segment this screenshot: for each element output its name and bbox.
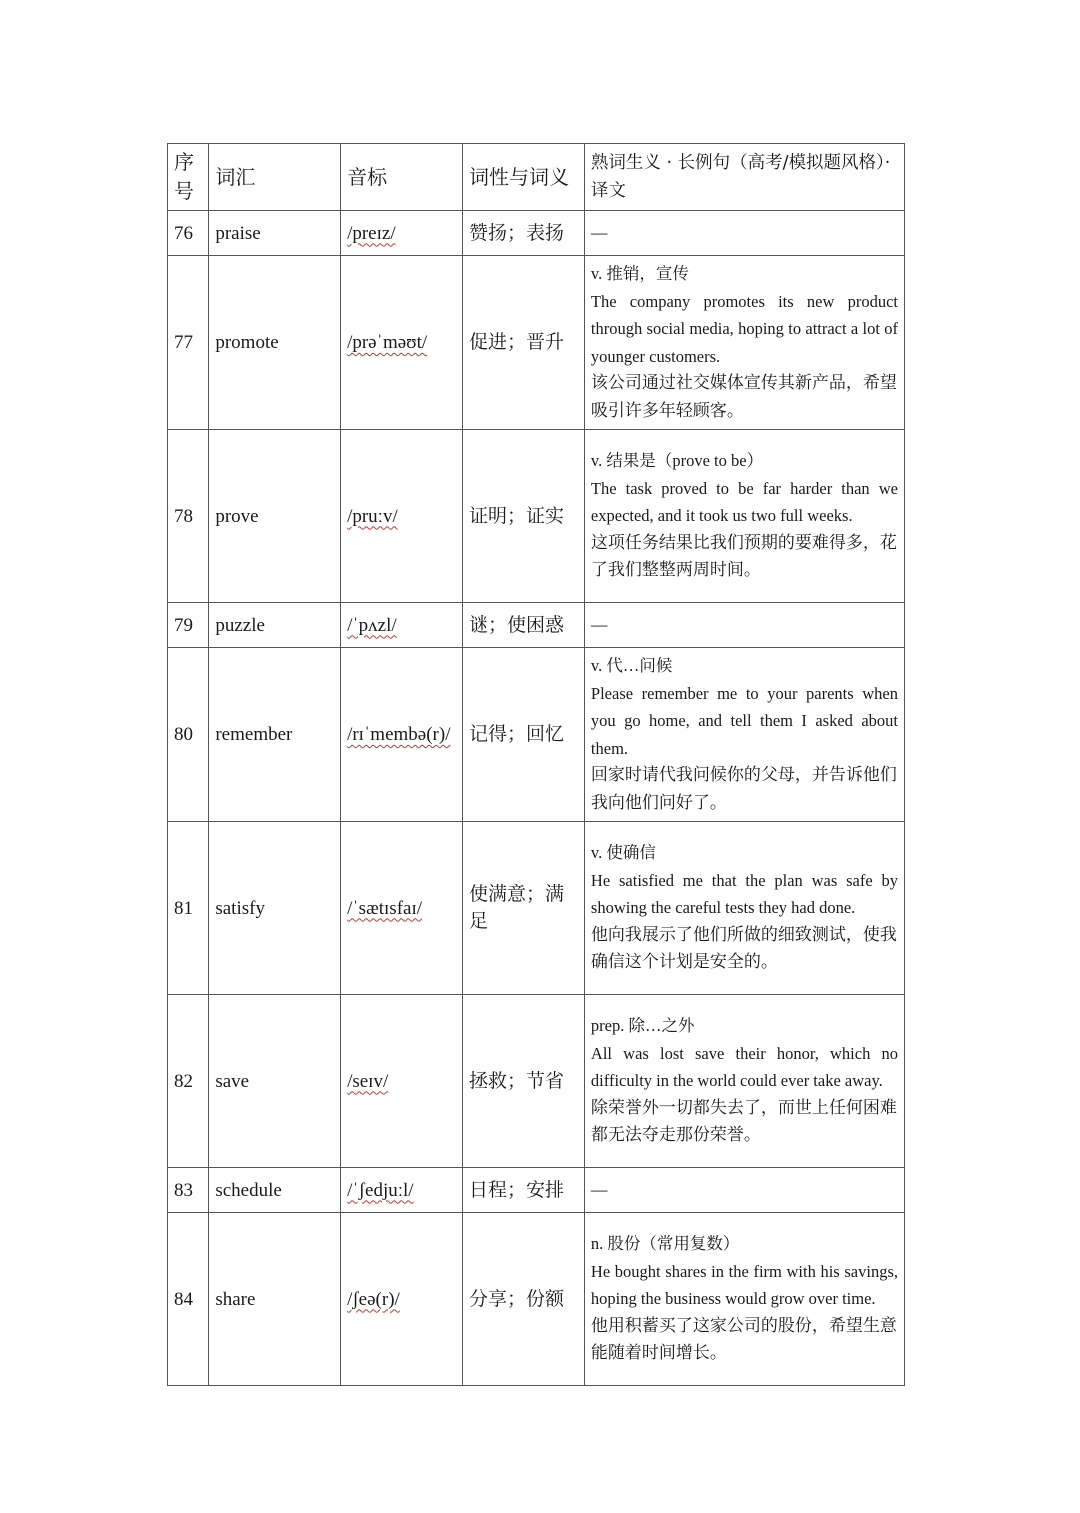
phonetic-text: /ˈpʌzl/ <box>347 614 397 636</box>
row-meaning: 分享；份额 <box>463 1213 585 1386</box>
phonetic-text: /rɪˈmembə(r)/ <box>347 724 451 745</box>
row-word: remember <box>209 648 341 822</box>
row-example: He satisfied me that the plan was safe by showing the careful tests they had done. <box>590 870 898 918</box>
phonetic-text: /pruːv/ <box>347 505 398 527</box>
row-number: 81 <box>168 822 209 995</box>
table-header-row <box>168 144 905 211</box>
row-translation: 回家时请代我问候你的父母，并告诉他们我向他们问好了。 <box>590 765 897 813</box>
row-phonetic <box>341 995 463 1168</box>
row-sense: prep. 除…之外 <box>590 1016 695 1036</box>
row-meaning: 谜；使困惑 <box>463 603 585 648</box>
row-translation: 除荣誉外一切都失去了，而世上任何困难都无法夺走那份荣誉。 <box>590 1097 897 1146</box>
phonetic-text: /preɪz/ <box>347 222 396 244</box>
row-word: praise <box>209 211 341 256</box>
row-translation: 该公司通过社交媒体宣传其新产品，希望吸引许多年轻顾客。 <box>590 373 897 421</box>
row-phonetic <box>341 603 463 648</box>
header-index: 序号 <box>168 144 209 211</box>
row-extra <box>584 211 904 256</box>
row-word: promote <box>209 256 341 430</box>
row-phonetic <box>341 648 463 822</box>
row-sense: v. 推销，宣传 <box>590 264 689 283</box>
row-phonetic <box>341 822 463 995</box>
header-pos-meaning: 词性与词义 <box>463 144 585 211</box>
header-phonetic: 音标 <box>341 144 463 211</box>
row-extra <box>584 603 904 648</box>
row-word: prove <box>209 430 341 603</box>
row-translation: 他向我展示了他们所做的细致测试，使我确信这个计划是安全的。 <box>590 924 897 973</box>
row-word: save <box>209 995 341 1168</box>
row-number: 84 <box>168 1213 209 1386</box>
table-row <box>168 1213 905 1386</box>
row-meaning: 使满意；满足 <box>463 822 585 995</box>
table-row <box>168 648 905 822</box>
row-phonetic <box>341 1213 463 1386</box>
row-phonetic <box>341 1168 463 1213</box>
row-example: The company promotes its new product through social media, hoping to attract a lot of younger customers. <box>590 291 898 366</box>
header-word: 词汇 <box>209 144 341 211</box>
table-row <box>168 603 905 648</box>
row-sense: v. 结果是（prove to be） <box>590 451 764 471</box>
table-row <box>168 822 905 995</box>
row-extra <box>584 430 904 603</box>
row-sense: — <box>590 1180 608 1200</box>
row-number: 79 <box>168 603 209 648</box>
row-sense: — <box>590 615 608 635</box>
row-extra <box>584 1213 904 1386</box>
row-phonetic <box>341 256 463 430</box>
row-meaning: 证明；证实 <box>463 430 585 603</box>
row-meaning: 拯救；节省 <box>463 995 585 1168</box>
row-extra <box>584 256 904 430</box>
row-phonetic <box>341 211 463 256</box>
row-number: 83 <box>168 1168 209 1213</box>
row-word: satisfy <box>209 822 341 995</box>
phonetic-text: /ˈʃedjuːl/ <box>347 1179 414 1201</box>
phonetic-text: /prəˈməʊt/ <box>347 332 428 353</box>
row-extra <box>584 1168 904 1213</box>
table-row <box>168 1168 905 1213</box>
table-row <box>168 995 905 1168</box>
phonetic-text: /ˈsætɪsfaɪ/ <box>347 897 423 919</box>
row-example: All was lost save their honor, which no difficulty in the world could ever take away. <box>590 1043 898 1091</box>
row-word: schedule <box>209 1168 341 1213</box>
row-extra <box>584 995 904 1168</box>
row-sense: n. 股份（常用复数） <box>590 1234 740 1254</box>
table-row <box>168 211 905 256</box>
row-number: 78 <box>168 430 209 603</box>
row-number: 80 <box>168 648 209 822</box>
row-number: 82 <box>168 995 209 1168</box>
row-meaning: 日程；安排 <box>463 1168 585 1213</box>
row-meaning: 记得；回忆 <box>463 648 585 822</box>
row-word: puzzle <box>209 603 341 648</box>
phonetic-text: /ʃeə(r)/ <box>347 1288 400 1310</box>
row-sense: v. 代…问候 <box>590 656 673 675</box>
table-row <box>168 430 905 603</box>
row-extra <box>584 648 904 822</box>
row-sense: — <box>590 223 608 243</box>
row-translation: 这项任务结果比我们预期的要难得多，花了我们整整两周时间。 <box>590 532 897 581</box>
row-phonetic <box>341 430 463 603</box>
row-word: share <box>209 1213 341 1386</box>
row-meaning: 赞扬；表扬 <box>463 211 585 256</box>
row-sense: v. 使确信 <box>590 843 656 863</box>
row-example: Please remember me to your parents when you go home, and tell them I asked about them. <box>590 683 898 758</box>
table-row <box>168 256 905 430</box>
header-extra: 熟词生义 · 长例句（高考/模拟题风格）· 译文 <box>584 144 904 211</box>
row-number: 77 <box>168 256 209 430</box>
row-extra <box>584 822 904 995</box>
row-example: He bought shares in the firm with his savings, hoping the business would grow over time. <box>590 1261 898 1309</box>
phonetic-text: /seɪv/ <box>347 1070 389 1092</box>
vocab-table <box>167 143 905 1386</box>
row-number: 76 <box>168 211 209 256</box>
row-example: The task proved to be far harder than we expected, and it took us two full weeks. <box>590 478 898 526</box>
row-translation: 他用积蓄买了这家公司的股份，希望生意能随着时间增长。 <box>590 1315 897 1364</box>
row-meaning: 促进；晋升 <box>463 256 585 430</box>
